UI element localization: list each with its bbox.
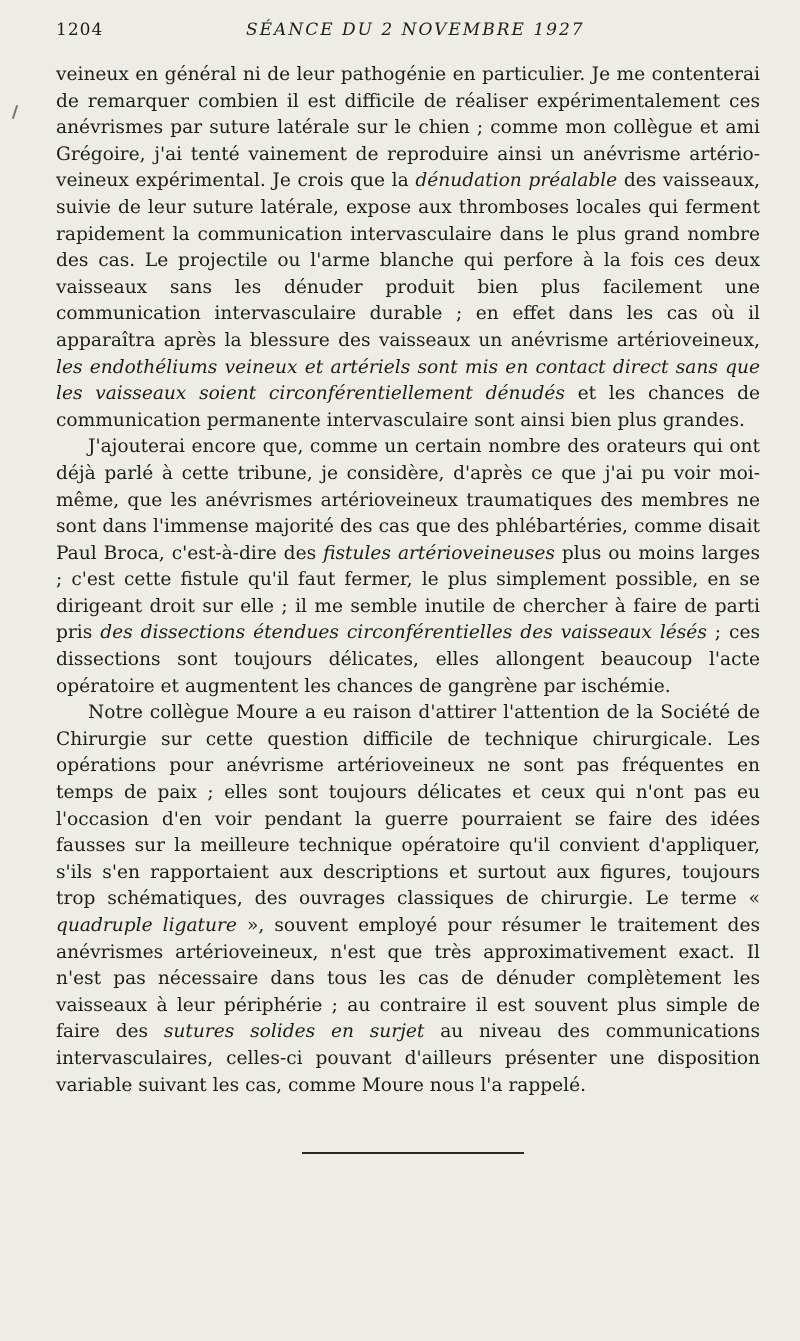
paragraph-1 [56,62,760,434]
italic-segment: fistules artérioveineuses [323,542,555,564]
running-head: SÉANCE DU 2 NOVEMBRE 1927 [246,20,585,40]
italic-segment: quadruple ligature [56,915,237,936]
text-segment: au niveau des communications intervasculaires, celles-ci pouvant d'ailleurs présenter une disposition variable suivant les cas, comme Moure nous l'a rappelé. [56,1021,760,1096]
paragraph-3 [56,700,760,1099]
italic-segment: sutures solides en surjet [163,1021,425,1043]
text-segment: des vaisseaux, suivie de leur suture latérale, expose aux thromboses locales qui ferment rapidement la communication intervasculaire dans le plus grand nombre des cas. Le projectile ou l'arme blanche qui perfore à la fois ces deux vaisseaux sans les dénuder produit bien plus facilement une communication intervasculaire durable ; en effet dans les cas où il apparaîtra après la blessure des vaisseaux un anévrisme artérioveineux, [56,170,760,351]
end-rule [302,1152,524,1154]
paragraph-2 [56,434,760,700]
italic-segment: dénudation préalable [415,170,618,192]
page-header [56,20,780,44]
text-segment: Notre collègue Moure a eu raison d'attirer l'attention de la Société de Chirurgie sur cette question difficile de technique chirurgicale. Les opérations pour anévrisme artérioveineux ne sont pas fréquentes en temps de paix ; elles sont toujours délicates et ceux qui n'ont pas eu l'occasion d'en voir pendant la guerre pourraient se faire des idées fausses sur la meilleure technique opératoire qu'il convient d'appliquer, s'ils s'en rapportaient aux descriptions et surtout aux figures, toujours trop schématiques, des ouvrages classiques de chirurgie. Le terme « [56,702,760,910]
text-segment: veineux en général ni de leur pathogénie en particulier. Je me contenterai de remarquer combien il est difficile de réaliser expérimentalement ces anévrismes par suture latérale sur le chien ; comme mon collègue et ami Grégoire, j'ai tenté vainement de reproduire ainsi un anévrisme artério-veineux expérimental. Je crois que la [56,64,760,192]
text-segment: ; ces dissections sont toujours délicates, elles allongent beaucoup l'acte opératoire et augmentent les chances de gangrène par ischémie. [56,622,760,697]
page-number: 1204 [56,20,104,40]
margin-mark [12,105,18,119]
italic-segment: les endothéliums veineux et artériels sont mis en contact direct sans que les vaisseaux soient circonférentiellement dénudés [56,356,760,405]
text-segment: J'ajouterai encore que, comme un certain nombre des orateurs qui ont déjà parlé à cette tribune, je considère, d'après ce que j'ai pu voir moi-même, que les anévrismes artérioveineux traumatiques des membres ne sont dans l'immense majorité des cas que des phlébartéries, comme disait Paul Broca, c'est-à-dire des [56,436,760,564]
text-segment: plus ou moins larges ; c'est cette fistule qu'il faut fermer, le plus simplement possible, en se dirigeant droit sur elle ; il me semble inutile de chercher à faire de parti pris [56,542,760,644]
body-text [56,62,760,1099]
text-segment: et les chances de communication permanente intervasculaire sont ainsi bien plus grandes. [56,383,760,431]
italic-segment: des dissections étendues circonférentielles des vaisseaux lésés [100,622,707,644]
text-segment: », souvent employé pour résumer le traitement des anévrismes artérioveineux, n'est que très approximativement exact. Il n'est pas nécessaire dans tous les cas de dénuder complètement les vaisseaux à leur périphérie ; au contraire il est souvent plus simple de faire des [56,915,761,1043]
